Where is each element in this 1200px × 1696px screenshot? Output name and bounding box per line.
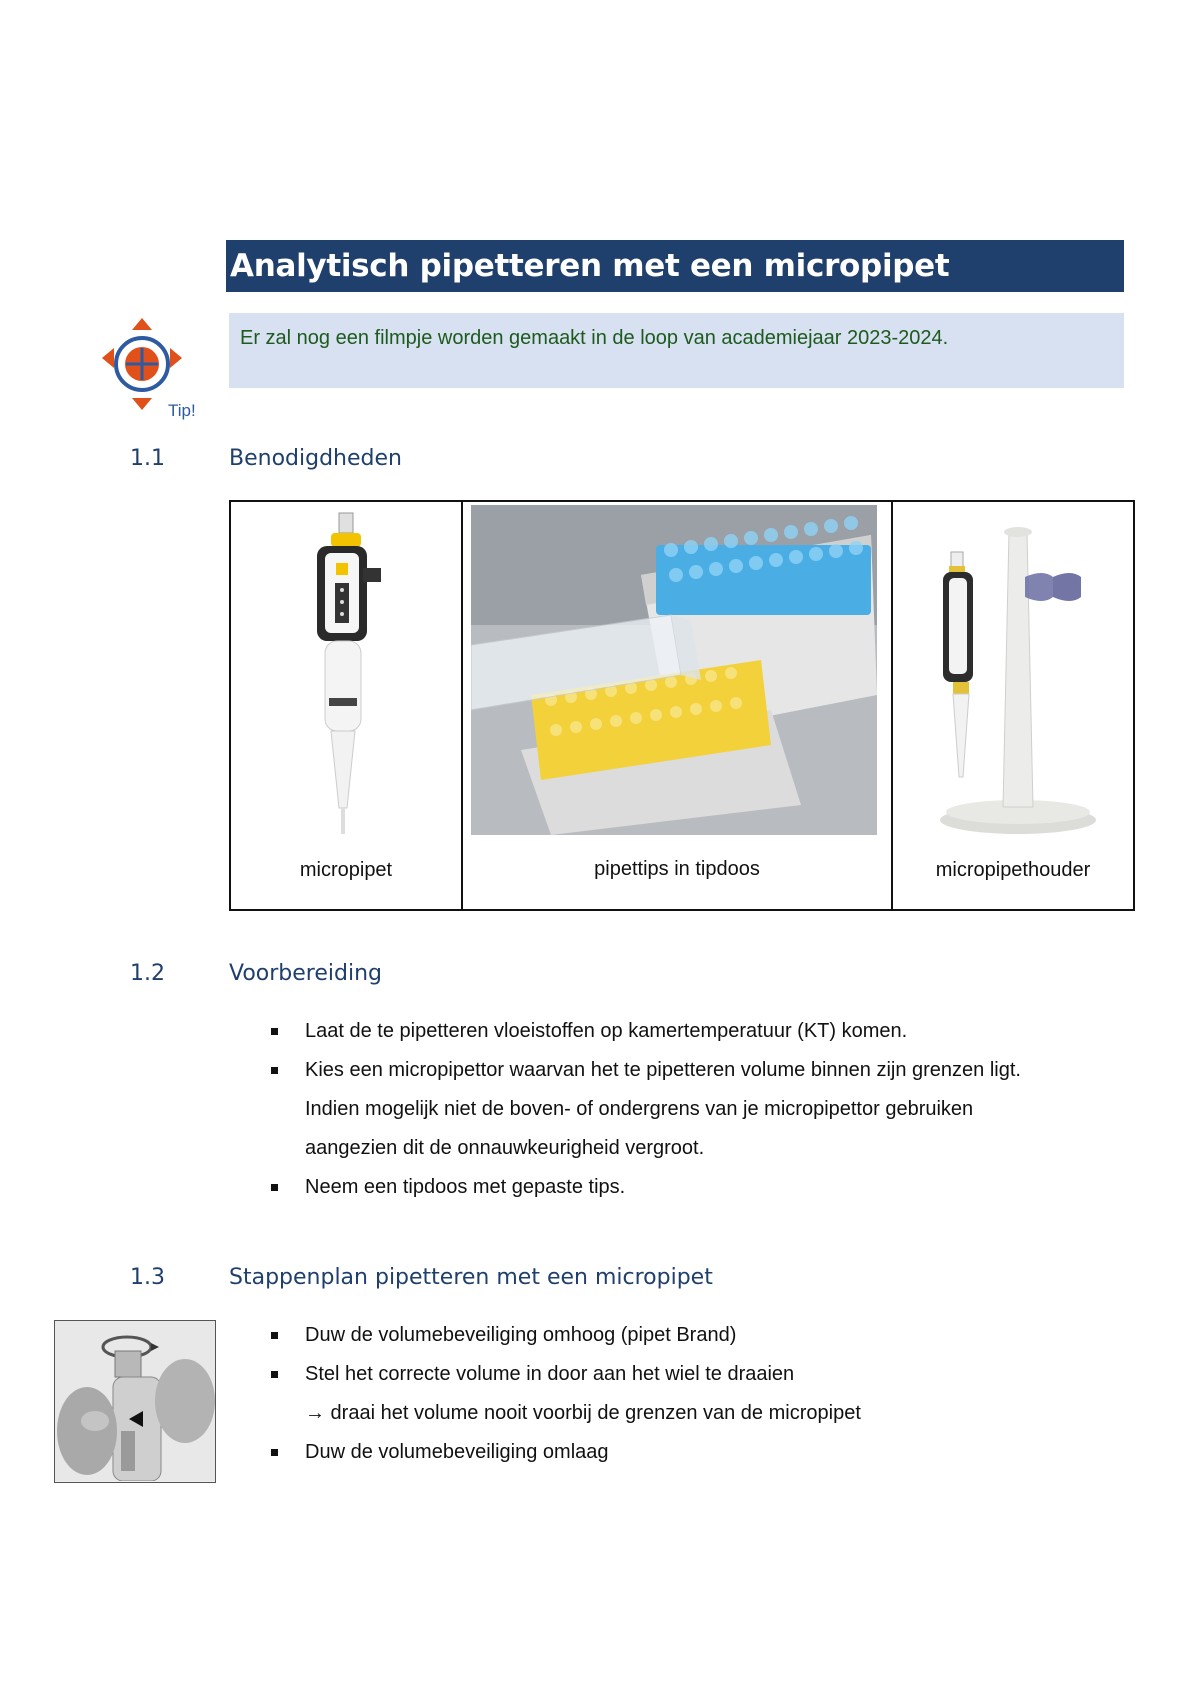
micropipette-stand-photo [933,522,1103,842]
list-item-continuation: aangezien dit de onnauwkeurigheid vergroot. [305,1137,705,1159]
bullet-square-icon [271,1449,278,1456]
section-heading-1-2 [130,961,730,991]
page-title-bar [226,240,1124,292]
steps-list [259,1316,1159,1472]
equipment-cell-micropipethouder [892,501,1134,910]
tip-box [229,313,1124,388]
list-item: Duw de volumebeveiliging omlaag [259,1433,1159,1472]
preparation-list [259,1012,1159,1207]
hand-turning-volume-wheel-photo [55,1321,215,1481]
equipment-label: pipettips in tipdoos [594,858,760,880]
tip-text: Er zal nog een filmpje worden gemaakt in de loop van academiejaar 2023-2024. [240,327,949,349]
section-number: 1.2 [130,961,165,986]
micropipette-photo [301,508,391,838]
list-item-continuation: Indien mogelijk niet de boven- of ondergrens van je micropipettor gebruiken [305,1098,974,1120]
equipment-cell-tipdoos [462,501,892,910]
section-heading-1-1 [130,446,730,476]
bullet-square-icon [271,1371,278,1378]
section-number: 1.3 [130,1265,165,1290]
list-item: Stel het correcte volume in door aan het wiel te draaien [259,1355,1159,1394]
list-item: Neem een tipdoos met gepaste tips. [259,1168,1159,1207]
tip-icon-label: Tip! [168,401,196,420]
section-title: Voorbereiding [229,961,383,986]
equipment-label: micropipethouder [935,859,1091,881]
section-title: Stappenplan pipetteren met een micropipet [229,1265,713,1290]
bullet-square-icon [271,1184,278,1191]
equipment-cell-micropipet [230,501,462,910]
list-item: Duw de volumebeveiliging omhoog (pipet Brand) [259,1316,1159,1355]
pipette-tip-boxes-photo [471,505,877,835]
section-title: Benodigdheden [229,446,402,471]
bullet-square-icon [271,1028,278,1035]
list-item: Kies een micropipettor waarvan het te pipetteren volume binnen zijn grenzen ligt. [259,1051,1159,1090]
section-number: 1.1 [130,446,165,471]
section-heading-1-3 [130,1265,930,1295]
bullet-square-icon [271,1067,278,1074]
page-title: Analytisch pipetteren met een micropipet [230,248,950,284]
volume-wheel-photo-frame [54,1320,216,1483]
list-item-continuation: → draai het volume nooit voorbij de grenzen van de micropipet [305,1402,861,1424]
equipment-label: micropipet [299,859,393,881]
list-item: Laat de te pipetteren vloeistoffen op kamertemperatuur (KT) komen. [259,1012,1159,1051]
equipment-table [229,500,1135,911]
tip-icon [102,318,202,422]
bullet-square-icon [271,1332,278,1339]
